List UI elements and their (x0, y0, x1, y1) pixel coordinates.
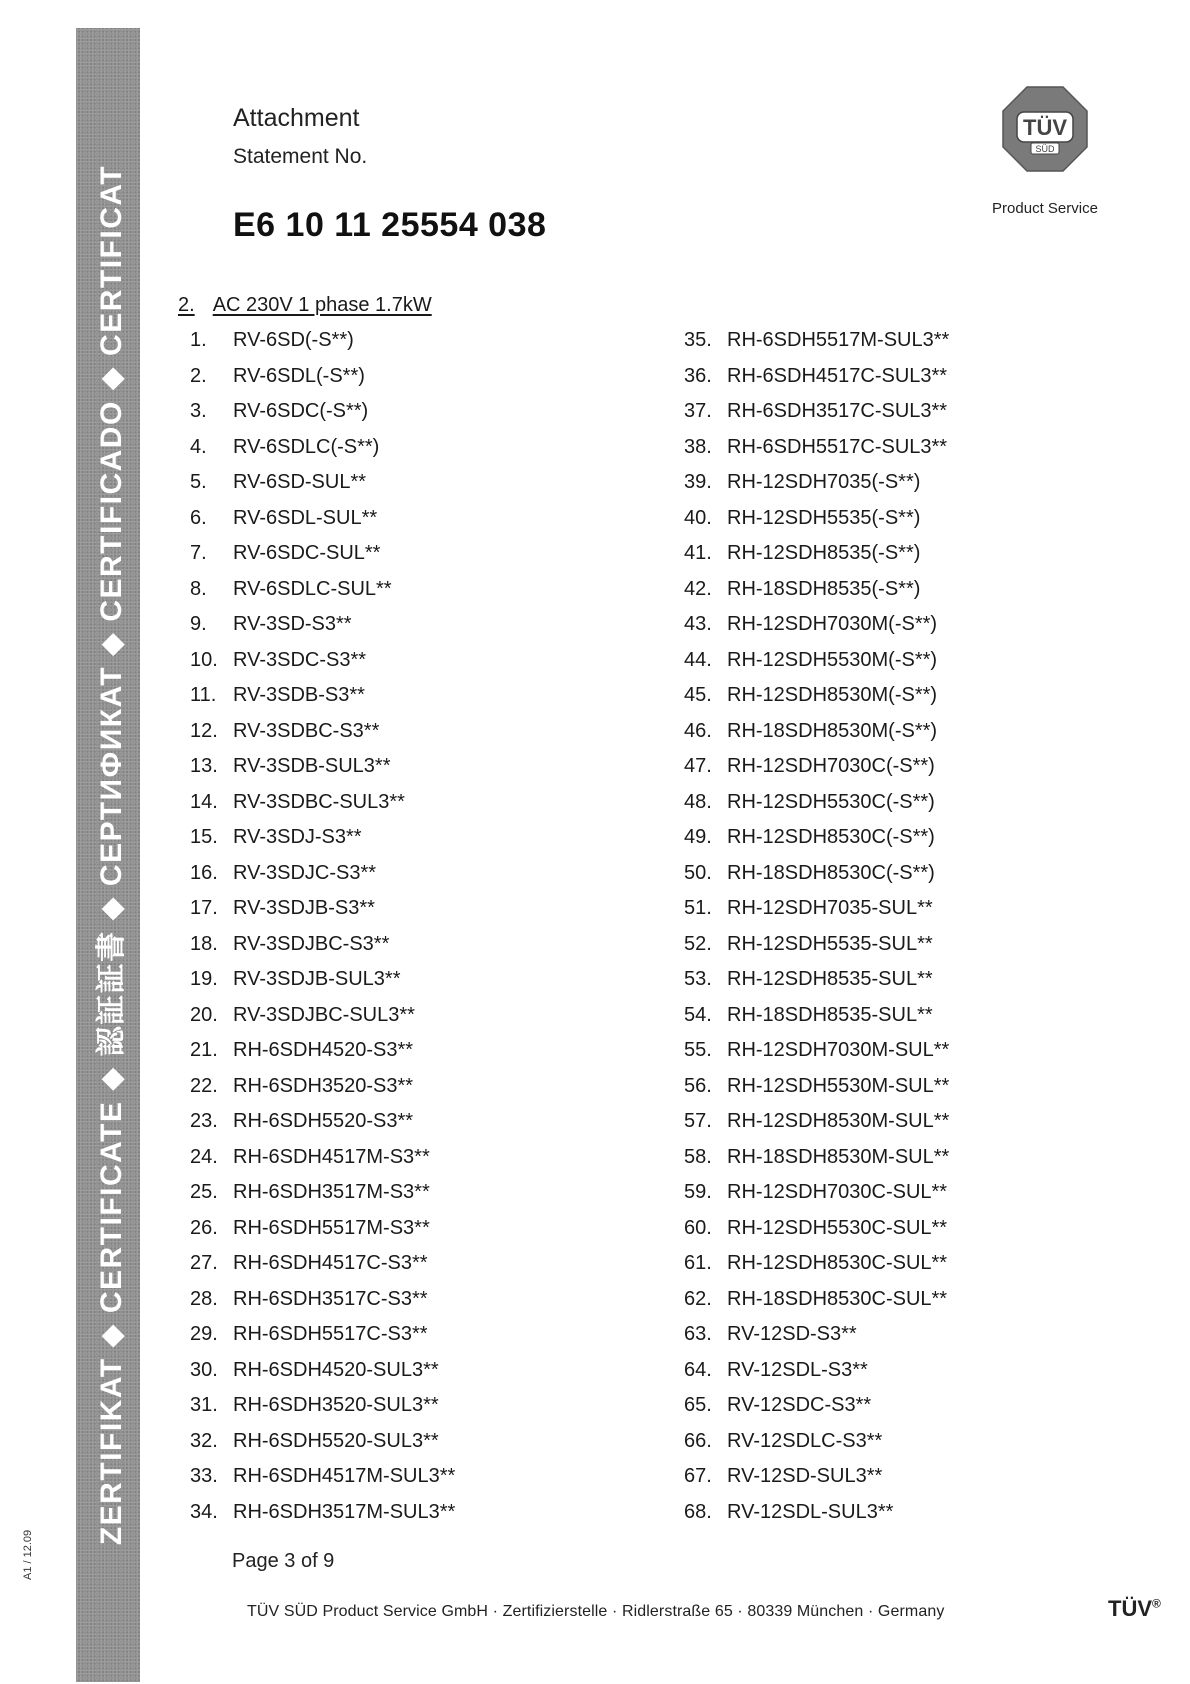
logo-caption: Product Service (992, 200, 1098, 217)
list-item: 55. RH-12SDH7030M-SUL** (684, 1039, 950, 1061)
logo-mark: TÜV (1023, 115, 1067, 140)
certificate-strip-text: ZERTIFIKAT ◆ CERTIFICATE ◆ 認証証書 ◆ СЕРТИФИКАТ ◆ CERTIFICADO ◆ CERTIFICAT (95, 164, 128, 1546)
footer-tuv-mark: TÜV® (1108, 1596, 1161, 1621)
list-item: 3. RV-6SDC(-S**) (190, 400, 369, 422)
list-item: 15. RV-3SDJ-S3** (190, 826, 362, 848)
list-item: 49. RH-12SDH8530C(-S**) (684, 826, 935, 848)
list-item: 10. RV-3SDC-S3** (190, 648, 367, 671)
list-item: 30. RH-6SDH4520-SUL3** (190, 1358, 439, 1381)
list-item: 35. RH-6SDH5517M-SUL3** (684, 329, 950, 351)
list-item: 50. RH-18SDH8530C(-S**) (684, 861, 935, 884)
list-item: 16. RV-3SDJC-S3** (190, 861, 377, 884)
list-item: 4. RV-6SDLC(-S**) (190, 435, 380, 458)
list-item: 6. RV-6SDL-SUL** (190, 506, 378, 529)
section-title (178, 294, 432, 317)
list-item: 25. RH-6SDH3517M-S3** (190, 1181, 430, 1203)
logo-sub: SÜD (1035, 144, 1055, 154)
list-item: 46. RH-18SDH8530M(-S**) (684, 719, 938, 742)
page-heading: Attachment (233, 104, 360, 132)
list-item: 33. RH-6SDH4517M-SUL3** (190, 1465, 456, 1487)
model-list-right (684, 328, 949, 1535)
list-item: 41. RH-12SDH8535(-S**) (684, 542, 921, 564)
list-item: 5. RV-6SD-SUL** (190, 471, 367, 493)
list-item: 1. RV-6SD(-S**) (190, 329, 354, 351)
list-item: 12. RV-3SDBC-S3** (190, 719, 380, 742)
list-item: 52. RH-12SDH5535-SUL** (684, 932, 933, 955)
list-item: 18. RV-3SDJBC-S3** (190, 932, 390, 955)
list-item: 13. RV-3SDB-SUL3** (190, 755, 391, 777)
list-item: 42. RH-18SDH8535(-S**) (684, 577, 921, 600)
statement-number: E6 10 11 25554 038 (233, 206, 547, 244)
section-title-text: AC 230V 1 phase 1.7kW (212, 294, 432, 316)
tuv-logo-icon (1002, 86, 1088, 172)
list-item: 62. RH-18SDH8530C-SUL** (684, 1287, 948, 1310)
list-item: 58. RH-18SDH8530M-SUL** (684, 1145, 950, 1168)
list-item: 47. RH-12SDH7030C(-S**) (684, 755, 935, 777)
certificate-side-strip (76, 28, 140, 1682)
model-list-left (190, 328, 455, 1535)
list-item: 2. RV-6SDL(-S**) (190, 364, 365, 387)
list-item: 51. RH-12SDH7035-SUL** (684, 897, 933, 919)
list-item: 61. RH-12SDH8530C-SUL** (684, 1252, 948, 1274)
list-item: 11. RV-3SDB-S3** (190, 684, 365, 706)
list-item: 21. RH-6SDH4520-S3** (190, 1039, 414, 1061)
form-code: A1 / 12.09 (22, 1529, 34, 1580)
list-item: 37. RH-6SDH3517C-SUL3** (684, 400, 948, 422)
list-item: 40. RH-12SDH5535(-S**) (684, 506, 921, 529)
footer-address: TÜV SÜD Product Service GmbH · Zertifizierstelle · Ridlerstraße 65 · 80339 München · Germany (247, 1603, 945, 1620)
list-item: 29. RH-6SDH5517C-S3** (190, 1323, 428, 1345)
list-item: 65. RV-12SDC-S3** (684, 1394, 872, 1416)
list-item: 43. RH-12SDH7030M(-S**) (684, 613, 938, 635)
section-number: 2. (178, 294, 195, 316)
list-item: 54. RH-18SDH8535-SUL** (684, 1003, 933, 1026)
list-item: 24. RH-6SDH4517M-S3** (190, 1145, 430, 1168)
list-item: 57. RH-12SDH8530M-SUL** (684, 1110, 950, 1132)
list-item: 68. RV-12SDL-SUL3** (684, 1500, 894, 1523)
list-item: 53. RH-12SDH8535-SUL** (684, 968, 933, 990)
list-item: 20. RV-3SDJBC-SUL3** (190, 1003, 415, 1026)
list-item: 39. RH-12SDH7035(-S**) (684, 471, 921, 493)
list-item: 27. RH-6SDH4517C-S3** (190, 1252, 428, 1274)
list-item: 32. RH-6SDH5520-SUL3** (190, 1429, 439, 1452)
list-item: 36. RH-6SDH4517C-SUL3** (684, 364, 948, 387)
list-item: 19. RV-3SDJB-SUL3** (190, 968, 401, 990)
list-item: 23. RH-6SDH5520-S3** (190, 1110, 414, 1132)
statement-label: Statement No. (233, 145, 368, 168)
list-item: 38. RH-6SDH5517C-SUL3** (684, 435, 948, 458)
list-item: 34. RH-6SDH3517M-SUL3** (190, 1500, 456, 1523)
list-item: 7. RV-6SDC-SUL** (190, 542, 381, 564)
page-number: Page 3 of 9 (232, 1550, 335, 1572)
list-item: 67. RV-12SD-SUL3** (684, 1465, 883, 1487)
list-item: 63. RV-12SD-S3** (684, 1323, 857, 1345)
list-item: 64. RV-12SDL-S3** (684, 1358, 868, 1381)
list-item: 31. RH-6SDH3520-SUL3** (190, 1394, 439, 1416)
list-item: 45. RH-12SDH8530M(-S**) (684, 684, 938, 706)
list-item: 28. RH-6SDH3517C-S3** (190, 1287, 428, 1310)
list-item: 66. RV-12SDLC-S3** (684, 1429, 883, 1452)
list-item: 9. RV-3SD-S3** (190, 613, 352, 635)
list-item: 22. RH-6SDH3520-S3** (190, 1074, 414, 1097)
list-item: 44. RH-12SDH5530M(-S**) (684, 648, 938, 671)
list-item: 48. RH-12SDH5530C(-S**) (684, 790, 935, 813)
list-item: 60. RH-12SDH5530C-SUL** (684, 1216, 948, 1239)
list-item: 14. RV-3SDBC-SUL3** (190, 790, 405, 813)
list-item: 56. RH-12SDH5530M-SUL** (684, 1074, 950, 1097)
list-item: 17. RV-3SDJB-S3** (190, 897, 375, 919)
list-item: 59. RH-12SDH7030C-SUL** (684, 1181, 948, 1203)
list-item: 8. RV-6SDLC-SUL** (190, 577, 392, 600)
list-item: 26. RH-6SDH5517M-S3** (190, 1216, 430, 1239)
